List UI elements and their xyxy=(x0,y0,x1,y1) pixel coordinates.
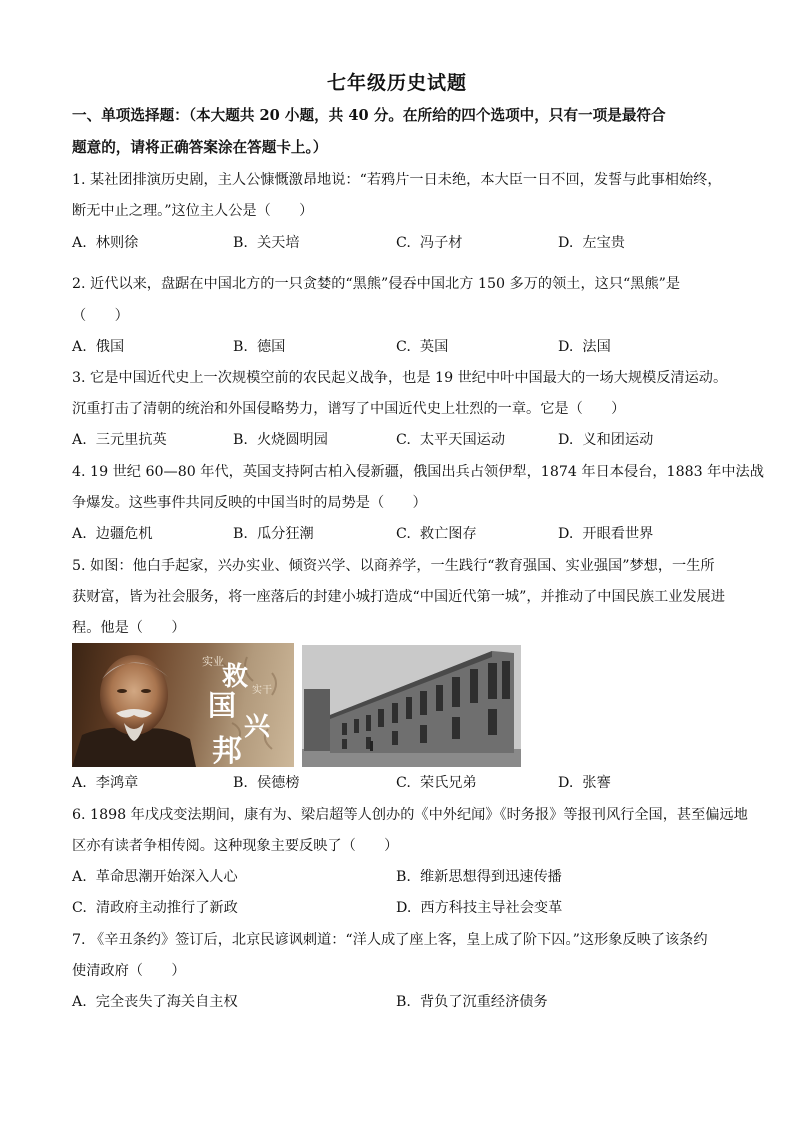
q4-option-b: B. 瓜分狂潮 xyxy=(233,526,314,542)
q7-option-b: B. 背负了沉重经济债务 xyxy=(396,994,548,1010)
question-7-line-1: 7. 《辛丑条约》签订后，北京民谚讽刺道：“洋人成了座上客，皇上成了阶下囚。”这形象反映了该条约 xyxy=(72,932,708,948)
question-6-line-1: 6. 1898 年戊戌变法期间，康有为、梁启超等人创办的《中外纪闻》《时务报》等报刊风行全国，甚至偏远地 xyxy=(72,807,748,823)
question-5-line-3: 程。他是（ ） xyxy=(72,620,186,636)
image-text-big-1: 救 xyxy=(222,662,249,692)
question-3-line-2: 沉重打击了清朝的统治和外国侵略势力，谱写了中国近代史上壮烈的一章。它是（ ） xyxy=(72,401,626,417)
q5-option-b: B. 侯德榜 xyxy=(233,775,300,791)
q2-option-d: D. 法国 xyxy=(558,339,611,355)
question-1-line-1: 1. 某社团排演历史剧，主人公慷慨激昂地说：“若鸦片一日未绝，本大臣一日不回，发誓与此事相始终， xyxy=(72,172,722,188)
question-3-line-1: 3. 它是中国近代史上一次规模空前的农民起义战争，也是 19 世纪中叶中国最大的一场大规模反清运动。 xyxy=(72,370,728,386)
q3-option-b: B. 火烧圆明园 xyxy=(233,432,328,448)
q2-option-c: C. 英国 xyxy=(396,339,449,355)
q4-option-a: A. 边疆危机 xyxy=(72,526,153,542)
q3-option-a: A. 三元里抗英 xyxy=(72,432,167,448)
question-4-line-1: 4. 19 世纪 60—80 年代，英国支持阿古柏入侵新疆，俄国出兵占领伊犁，1874 年日本侵台，1883 年中法战 xyxy=(72,464,764,480)
image-text-big-3: 兴 xyxy=(244,712,271,742)
question-4-line-2: 争爆发。这些事件共同反映的中国当时的局势是（ ） xyxy=(72,495,427,511)
image-text-small-2: 实干 xyxy=(252,685,272,696)
q2-option-b: B. 德国 xyxy=(233,339,286,355)
factory-photo xyxy=(302,645,521,767)
q3-option-d: D. 义和团运动 xyxy=(558,432,654,448)
question-7-line-2: 使清政府（ ） xyxy=(72,963,186,979)
q7-option-a: A. 完全丧失了海关自主权 xyxy=(72,994,238,1010)
q4-option-d: D. 开眼看世界 xyxy=(558,526,654,542)
q2-option-a: A. 俄国 xyxy=(72,339,125,355)
portrait-illustration xyxy=(72,643,294,767)
q6-option-c: C. 清政府主动推行了新政 xyxy=(72,900,238,916)
page-title: 七年级历史试题 xyxy=(326,72,467,94)
section-heading-line-2: 题意的，请将正确答案涂在答题卡上。） xyxy=(72,139,328,156)
portrait-photo xyxy=(72,643,294,767)
factory-illustration xyxy=(302,645,521,767)
q5-option-a: A. 李鸿章 xyxy=(72,775,139,791)
q5-option-c: C. 荣氏兄弟 xyxy=(396,775,477,791)
question-5-line-1: 5. 如图：他白手起家，兴办实业、倾资兴学、以商养学，一生践行“教育强国、实业强国”梦想，一生所 xyxy=(72,558,715,574)
question-1-line-2: 断无中止之理。”这位主人公是（ ） xyxy=(72,203,314,219)
q6-option-b: B. 维新思想得到迅速传播 xyxy=(396,869,562,885)
question-2-line-2: （ ） xyxy=(72,308,129,324)
q1-option-a: A. 林则徐 xyxy=(72,235,139,251)
image-text-small-1: 实业 xyxy=(202,655,224,668)
image-text-big-2: 国 xyxy=(208,689,237,722)
question-6-line-2: 区亦有读者争相传阅。这种现象主要反映了（ ） xyxy=(72,838,399,854)
q4-option-c: C. 救亡图存 xyxy=(396,526,477,542)
q6-option-a: A. 革命思潮开始深入人心 xyxy=(72,869,238,885)
q1-option-c: C. 冯子材 xyxy=(396,235,463,251)
q1-option-b: B. 关天培 xyxy=(233,235,300,251)
question-5-line-2: 获财富，皆为社会服务，将一座落后的封建小城打造成“中国近代第一城”，并推动了中国民族工业发展进 xyxy=(72,589,725,605)
question-2-line-1: 2. 近代以来，盘踞在中国北方的一只贪婪的“黑熊”侵吞中国北方 150 多万的领土，这只“黑熊”是 xyxy=(72,276,681,292)
q1-option-d: D. 左宝贵 xyxy=(558,235,625,251)
q6-option-d: D. 西方科技主导社会变革 xyxy=(396,900,563,916)
q5-option-d: D. 张謇 xyxy=(558,775,611,791)
q3-option-c: C. 太平天国运动 xyxy=(396,432,506,448)
image-text-big-4: 邦 xyxy=(212,734,242,767)
section-heading-line-1: 一、单项选择题：（本大题共 20 小题，共 40 分。在所给的四个选项中，只有一项是最符合 xyxy=(72,107,666,124)
